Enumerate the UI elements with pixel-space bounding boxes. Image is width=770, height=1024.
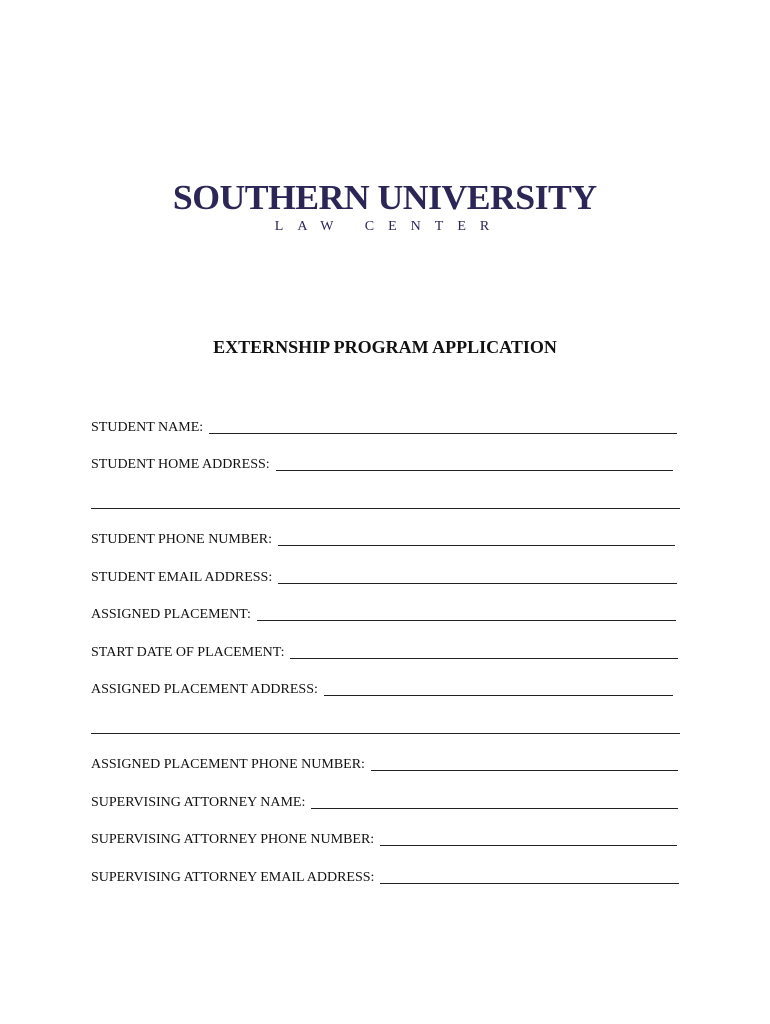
student-home-address-continuation-line[interactable] — [91, 508, 680, 509]
supervising-name-field[interactable] — [91, 791, 678, 811]
student-home-address-input-line[interactable] — [276, 469, 673, 471]
supervising-email-label: SUPERVISING ATTORNEY EMAIL ADDRESS: — [91, 870, 375, 885]
placement-phone-field[interactable] — [91, 753, 678, 773]
student-email-label: STUDENT EMAIL ADDRESS: — [91, 570, 273, 585]
start-date-label: START DATE OF PLACEMENT: — [91, 645, 285, 660]
student-name-label: STUDENT NAME: — [91, 420, 204, 435]
assigned-placement-label: ASSIGNED PLACEMENT: — [91, 607, 251, 622]
supervising-phone-input-line[interactable] — [380, 844, 677, 846]
logo-law-center: LAW CENTER — [274, 219, 504, 234]
student-phone-field[interactable] — [91, 528, 675, 548]
student-home-address-label: STUDENT HOME ADDRESS: — [91, 457, 270, 472]
supervising-name-input-line[interactable] — [311, 807, 678, 809]
student-name-field[interactable] — [91, 416, 677, 436]
placement-address-label: ASSIGNED PLACEMENT ADDRESS: — [91, 682, 318, 697]
student-phone-input-line[interactable] — [278, 544, 675, 546]
placement-address-field[interactable] — [91, 678, 673, 698]
supervising-name-label: SUPERVISING ATTORNEY NAME: — [91, 795, 306, 810]
assigned-placement-field[interactable] — [91, 603, 676, 623]
form-title: EXTERNSHIP PROGRAM APPLICATION — [213, 337, 557, 357]
supervising-phone-field[interactable] — [91, 828, 677, 848]
supervising-phone-label: SUPERVISING ATTORNEY PHONE NUMBER: — [91, 832, 375, 847]
supervising-email-field[interactable] — [91, 866, 679, 886]
supervising-email-input-line[interactable] — [380, 882, 679, 884]
start-date-field[interactable] — [91, 641, 678, 661]
student-name-input-line[interactable] — [209, 432, 677, 434]
student-email-field[interactable] — [91, 566, 677, 586]
placement-phone-input-line[interactable] — [371, 769, 678, 771]
university-logo — [0, 178, 770, 234]
placement-phone-label: ASSIGNED PLACEMENT PHONE NUMBER: — [91, 757, 365, 772]
logo-university-name: SOUTHERN UNIVERSITY — [173, 178, 597, 217]
student-phone-label: STUDENT PHONE NUMBER: — [91, 532, 272, 547]
assigned-placement-input-line[interactable] — [257, 619, 676, 621]
placement-address-continuation-line[interactable] — [91, 733, 680, 734]
student-email-input-line[interactable] — [278, 582, 677, 584]
placement-address-input-line[interactable] — [324, 694, 673, 696]
start-date-input-line[interactable] — [290, 657, 678, 659]
student-home-address-field[interactable] — [91, 453, 673, 473]
